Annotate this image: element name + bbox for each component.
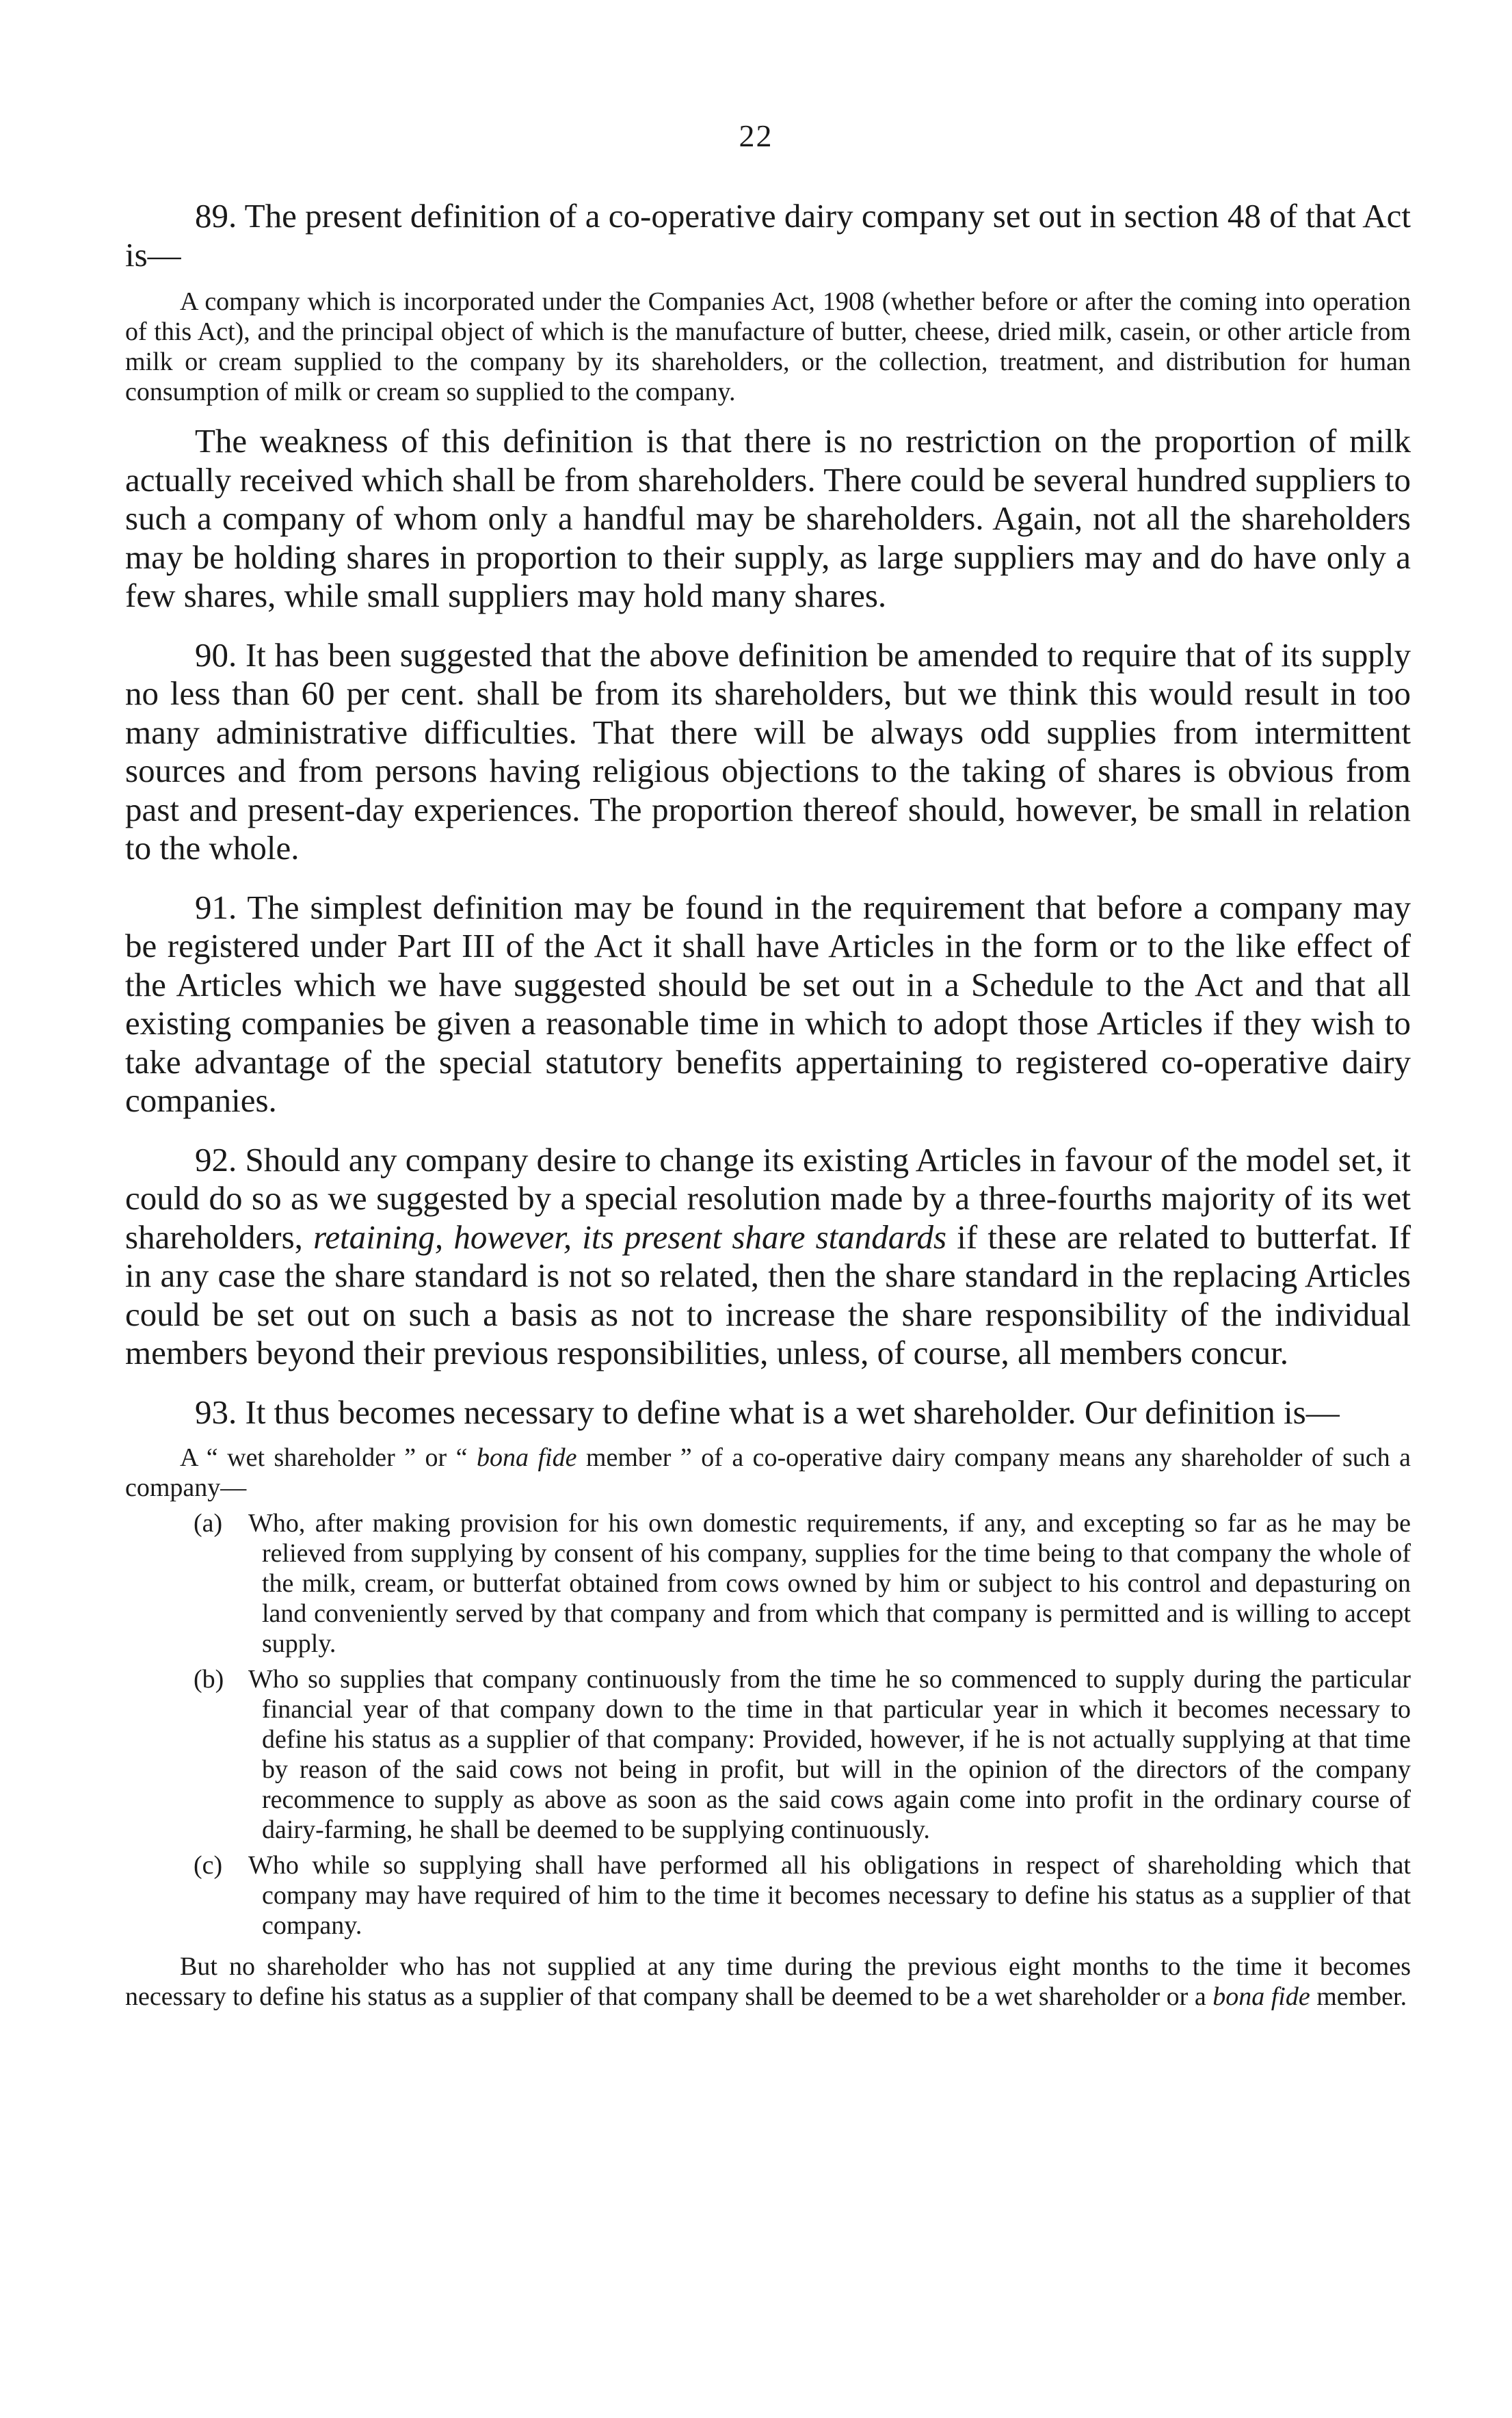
closing-proviso (125, 1952, 1411, 2012)
clause-b (125, 1664, 1411, 1845)
clause-text: Who so supplies that company continuously from the time he so commenced to supply during the particular financial year of that company down to the time in that particular year in which it becomes necessary to define his status as a supplier of that company: Provided, however, if he is not actually supplying at that time by reason of the said cows not being in profit, but will in the opinion of the directors of the company recommence to supply as above as soon as the said cows again come into profit in the ordinary course of dairy-farming, he shall be deemed to be supplying continuously. (248, 1665, 1411, 1844)
page-number: 22 (739, 118, 773, 153)
clause-text: Who while so supplying shall have performed all his obligations in respect of shareholding which that company may have required of him to the time it becomes necessary to define his status as a supplier of that company. (248, 1851, 1411, 1940)
section-93 (125, 1393, 1411, 2012)
paragraph-89-weakness: The weakness of this definition is that there is no restriction on the proportion of milk actually received which shall be from shareholders. There could be several hundred suppliers to such a company of whom only a handful may be shareholders. Again, not all the shareholders may be holding shares in proportion to their supply, as large suppliers may and do have only a few shares, while small suppliers may hold many shares. (125, 422, 1411, 614)
paragraph-90: 90. It has been suggested that the above definition be amended to require that of its supply no less than 60 per cent. shall be from its shareholders, but we think this would result in too many administrative difficulties. That there will be always odd supplies from intermittent sources and from persons having religious objections to the taking of shares is obvious from past and present-day experiences. The proportion thereof should, however, be small in relation to the whole. (125, 635, 1411, 867)
paragraph-92-italic: retaining, however, its present share standards (313, 1218, 947, 1256)
clause-label: (c) (194, 1851, 223, 1880)
paragraph-92 (125, 1141, 1411, 1373)
definition-text: A “ wet shareholder ” or “ (180, 1443, 477, 1472)
paragraph-93: 93. It thus becomes necessary to define what is a wet shareholder. Our definition is— (195, 1393, 1340, 1431)
clause-label: (b) (194, 1665, 224, 1694)
closing-text: But no shareholder who has not supplied at any time during the previous eight months to the time it becomes necessary to define his status as a supplier of that company shall be deemed to be a wet shareholder or a (125, 1952, 1411, 2011)
paragraph-92-text-end: if these are related to butterfat. If in any case the share standard is not so related, then the share standard in the replacing Articles could be set out on such a basis as not to increase the share responsibility of the individual members beyond their previous responsibilities, unless, of course, all members concur. (125, 1218, 1411, 1371)
clause-a (125, 1508, 1411, 1659)
section-89 (125, 197, 1411, 616)
clause-label: (a) (194, 1509, 223, 1538)
closing-italic: bona fide (1212, 1982, 1310, 2011)
quoted-definition: A company which is incorporated under the Companies Act, 1908 (whether before or after the coming into operation of this Act), and the principal object of which is the manufacture of butter, cheese, dried milk, casein, or other article from milk or cream supplied to the company by its shareholders, or the collection, treatment, and distribution for human consumption of milk or cream so supplied to the company. (125, 287, 1411, 406)
wet-shareholder-definition (125, 1443, 1411, 1503)
closing-text-end: member. (1310, 1982, 1407, 2011)
paragraph-89: 89. The present definition of a co-operative dairy company set out in section 48 of that Act is— (125, 197, 1411, 274)
definition-italic: bona fide (476, 1443, 577, 1472)
clause-text: Who, after making provision for his own domestic requirements, if any, and excepting so far as he may be relieved from supplying by consent of his company, supplies for the time being to that company the whole of the milk, cream, or butterfat obtained from cows owned by him or subject to his control and depasturing on land conveniently served by that company and from which that company is permitted and is willing to accept supply. (248, 1509, 1411, 1658)
document-body (125, 197, 1411, 2012)
paragraph-92-text: 92. Should any company desire to change its existing Articles in favour of the model set, it could do so as we suggested by a special resolution made by a three-fourths majority of its wet shareholders, (125, 1140, 1411, 1256)
paragraph-91: 91. The simplest definition may be found in the requirement that before a company may be registered under Part III of the Act it shall have Articles in the form or to the like effect of the Articles which we have suggested should be set out in a Schedule to the Act and that all existing companies be given a reasonable time in which to adopt those Articles if they wish to take advantage of the special statutory benefits appertaining to registered co-operative dairy companies. (125, 888, 1411, 1119)
definition-text-end: member ” of a co-operative dairy company means any shareholder of such a company— (125, 1443, 1411, 1502)
clause-c (125, 1850, 1411, 1941)
